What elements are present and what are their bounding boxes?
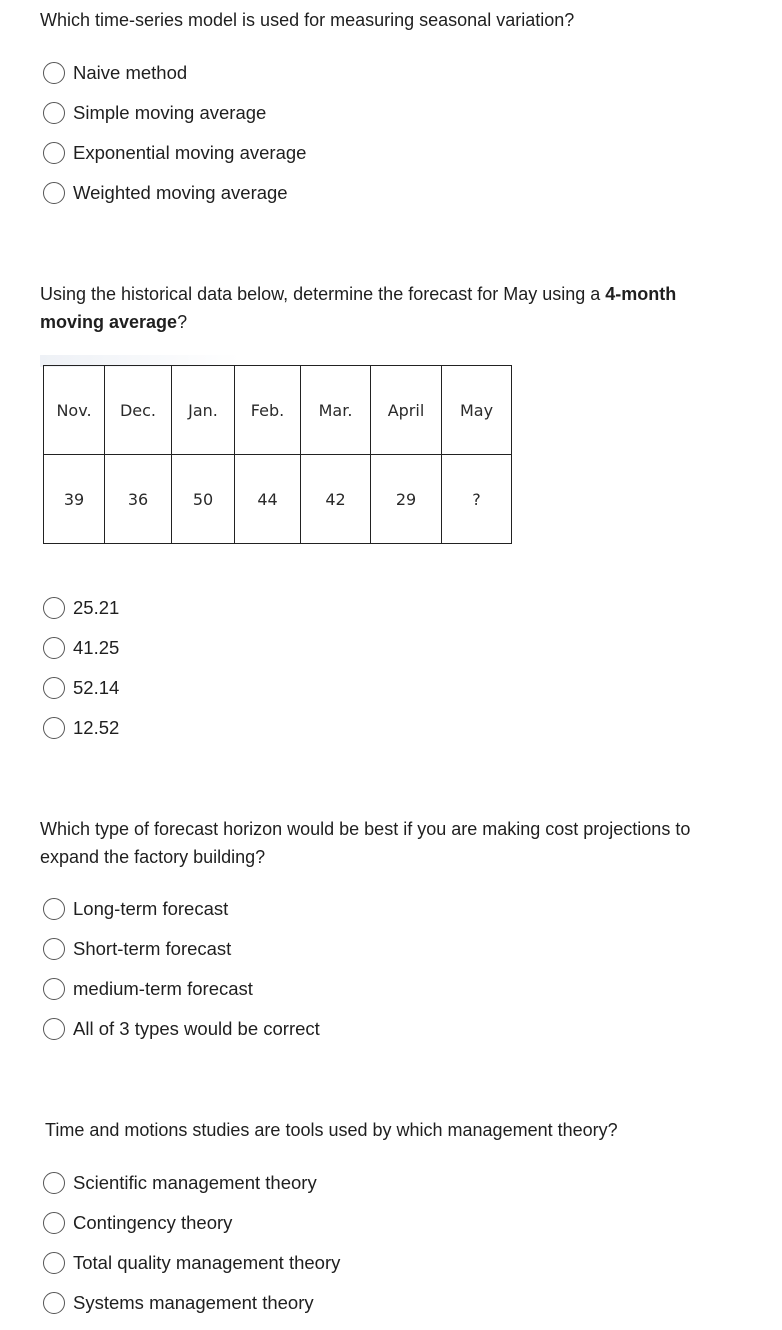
answer-option[interactable] [43, 1210, 232, 1236]
radio-button[interactable] [43, 102, 65, 124]
table-cell-month: Jan. [172, 366, 235, 455]
option-label: 12.52 [73, 717, 120, 738]
question-1 [40, 6, 752, 34]
table-cell-value: 29 [371, 455, 442, 544]
answer-option[interactable] [43, 595, 119, 621]
option-label: All of 3 types would be correct [73, 1018, 320, 1039]
radio-button[interactable] [43, 677, 65, 699]
radio-button[interactable] [43, 1212, 65, 1234]
answer-option[interactable] [43, 100, 266, 126]
table-cell-value: 39 [44, 455, 105, 544]
question-3-text: Which type of forecast horizon would be best if you are making cost projections to expand the factory building? [40, 819, 691, 867]
table-cell-value: 42 [301, 455, 371, 544]
question-2-text [40, 280, 752, 336]
table-cell-month: May [442, 366, 512, 455]
option-label: 25.21 [73, 597, 120, 618]
radio-button[interactable] [43, 637, 65, 659]
answer-option[interactable] [43, 1250, 340, 1276]
answer-option[interactable] [43, 936, 231, 962]
radio-button[interactable] [43, 142, 65, 164]
option-label: Long-term forecast [73, 898, 229, 919]
option-label: Naive method [73, 62, 188, 83]
answer-option[interactable] [43, 675, 119, 701]
option-label: Simple moving average [73, 102, 267, 123]
answer-option[interactable] [43, 1016, 320, 1042]
option-label: medium-term forecast [73, 978, 253, 999]
table-cell-month: Nov. [44, 366, 105, 455]
question-2-text-part: Using the historical data below, determine the forecast for May using a [40, 284, 606, 304]
option-label: Short-term forecast [73, 938, 232, 959]
answer-option[interactable] [43, 180, 288, 206]
question-2 [40, 280, 752, 336]
table-cell-value: 50 [172, 455, 235, 544]
question-4-text: Time and motions studies are tools used by which management theory? [45, 1120, 618, 1140]
radio-button[interactable] [43, 62, 65, 84]
radio-button[interactable] [43, 938, 65, 960]
table-header-row [44, 366, 512, 455]
option-label: 41.25 [73, 637, 120, 658]
option-label: Exponential moving average [73, 142, 307, 163]
table-cell-month: April [371, 366, 442, 455]
option-label: Weighted moving average [73, 182, 288, 203]
option-label: Systems management theory [73, 1292, 314, 1313]
radio-button[interactable] [43, 978, 65, 1000]
question-2-bold-term: moving average [40, 312, 178, 332]
table-cell-value: 44 [235, 455, 301, 544]
table-cell-value: ? [442, 455, 512, 544]
option-label: Total quality management theory [73, 1252, 341, 1273]
answer-option[interactable] [43, 896, 228, 922]
answer-option[interactable] [43, 1290, 314, 1316]
table-cell-month: Mar. [301, 366, 371, 455]
answer-option[interactable] [43, 715, 119, 741]
answer-option[interactable] [43, 635, 119, 661]
radio-button[interactable] [43, 1018, 65, 1040]
table-cell-month: Feb. [235, 366, 301, 455]
radio-button[interactable] [43, 898, 65, 920]
radio-button[interactable] [43, 597, 65, 619]
option-label: Contingency theory [73, 1212, 233, 1233]
question-3 [40, 815, 752, 871]
answer-option[interactable] [43, 1170, 317, 1196]
question-1-text: Which time-series model is used for measuring seasonal variation? [40, 10, 575, 30]
radio-button[interactable] [43, 1172, 65, 1194]
answer-option[interactable] [43, 976, 253, 1002]
answer-option[interactable] [43, 140, 306, 166]
historical-data-table [43, 365, 512, 544]
radio-button[interactable] [43, 717, 65, 739]
radio-button[interactable] [43, 1252, 65, 1274]
answer-option[interactable] [43, 60, 187, 86]
option-label: 52.14 [73, 677, 120, 698]
question-2-text-part: ? [177, 312, 188, 332]
question-4 [45, 1116, 757, 1144]
question-2-bold-term: 4-month [605, 284, 677, 304]
table-values-row [44, 455, 512, 544]
option-label: Scientific management theory [73, 1172, 317, 1193]
radio-button[interactable] [43, 182, 65, 204]
table-cell-value: 36 [105, 455, 172, 544]
table-cell-month: Dec. [105, 366, 172, 455]
radio-button[interactable] [43, 1292, 65, 1314]
